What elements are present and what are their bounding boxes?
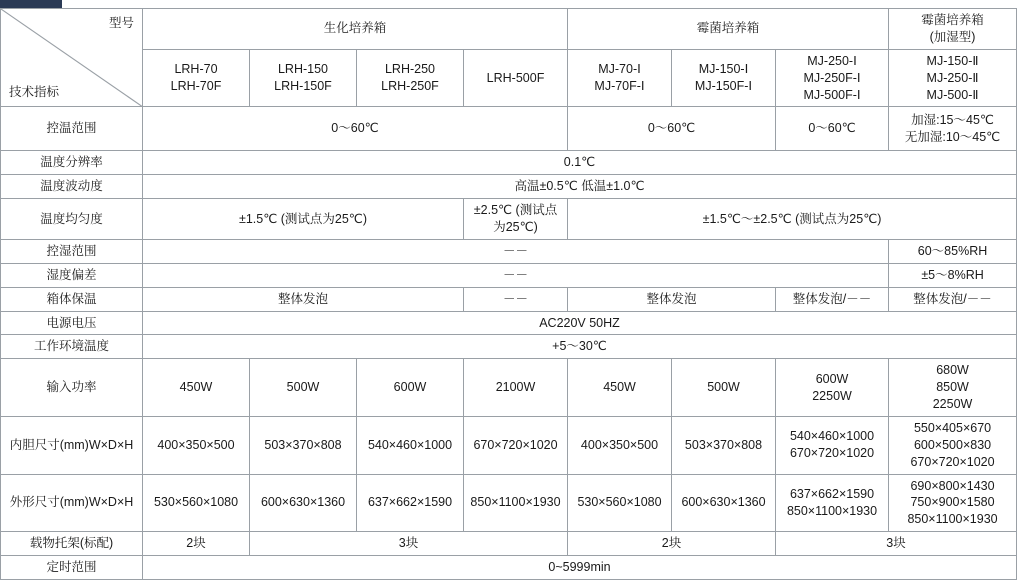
model-cell xyxy=(143,49,250,107)
row-cell-line: 无加湿:10～45℃ xyxy=(904,129,1001,144)
row-cell xyxy=(776,359,889,417)
model-cell xyxy=(464,49,568,107)
row-cell-line: 850W xyxy=(936,380,969,395)
row-label: 电源电压 xyxy=(1,311,143,335)
row-cell: 500W xyxy=(250,359,357,417)
table-row xyxy=(1,287,1017,311)
row-cell-line: 690×800×1430 xyxy=(910,478,995,493)
row-cell: ±1.5℃～±2.5℃ (测试点为25℃) xyxy=(568,199,1017,240)
row-label: 控温范围 xyxy=(1,107,143,151)
row-cell: 整体发泡 xyxy=(143,287,464,311)
row-cell xyxy=(889,359,1017,417)
model-line: MJ-250F-Ⅰ xyxy=(803,70,861,85)
model-line: MJ-70-Ⅰ xyxy=(598,62,641,77)
model-line: LRH-70F xyxy=(170,79,222,94)
model-cell xyxy=(250,49,357,107)
row-cell: 600×630×1360 xyxy=(250,474,357,532)
group-header-mold-humid xyxy=(889,9,1017,50)
row-cell-line: 850×1100×1930 xyxy=(786,503,878,518)
model-line: MJ-150F-Ⅰ xyxy=(694,79,753,94)
row-cell: 2块 xyxy=(143,532,250,556)
row-cell: 503×370×808 xyxy=(250,416,357,474)
row-cell xyxy=(889,416,1017,474)
row-cell-line: 750×900×1580 xyxy=(910,495,995,510)
model-line: LRH-70 xyxy=(174,62,218,77)
row-cell-line: 540×460×1000 xyxy=(789,429,875,444)
model-cell xyxy=(568,49,672,107)
row-cell: 2100W xyxy=(464,359,568,417)
model-cell xyxy=(776,49,889,107)
row-cell: ±1.5℃ (测试点为25℃) xyxy=(143,199,464,240)
row-label: 外形尺寸(mm)W×D×H xyxy=(1,474,143,532)
table-row xyxy=(1,239,1017,263)
row-cell-line: 600W xyxy=(815,371,849,386)
model-line: LRH-150 xyxy=(277,62,329,77)
model-cell xyxy=(357,49,464,107)
row-cell: －－ xyxy=(143,239,889,263)
row-cell: 0.1℃ xyxy=(143,151,1017,175)
row-label: 定时范围 xyxy=(1,556,143,580)
row-cell: 0～60℃ xyxy=(568,107,776,151)
row-label: 内胆尺寸(mm)W×D×H xyxy=(1,416,143,474)
model-line: MJ-70F-Ⅰ xyxy=(594,79,645,94)
row-label: 输入功率 xyxy=(1,359,143,417)
row-cell-line: 670×720×1020 xyxy=(789,446,875,461)
row-cell: 0～60℃ xyxy=(776,107,889,151)
header-spec-label: 技术指标 xyxy=(9,84,60,99)
row-cell: 2块 xyxy=(568,532,776,556)
table-row xyxy=(1,263,1017,287)
table-row xyxy=(1,474,1017,532)
row-label: 温度波动度 xyxy=(1,175,143,199)
table-row xyxy=(1,335,1017,359)
row-cell-line: 670×720×1020 xyxy=(910,454,995,469)
model-line: MJ-500F-Ⅰ xyxy=(803,87,861,102)
row-cell: 整体发泡/－－ xyxy=(889,287,1017,311)
row-label: 工作环境温度 xyxy=(1,335,143,359)
table-row xyxy=(1,107,1017,151)
model-line: LRH-150F xyxy=(274,79,332,94)
row-cell: 400×350×500 xyxy=(568,416,672,474)
row-cell: 530×560×1080 xyxy=(568,474,672,532)
row-cell: 540×460×1000 xyxy=(357,416,464,474)
row-cell xyxy=(776,416,889,474)
row-cell: 0～60℃ xyxy=(143,107,568,151)
row-cell-line: 600×500×830 xyxy=(913,437,992,452)
model-line: LRH-250F xyxy=(381,79,439,94)
model-line: MJ-250-Ⅱ xyxy=(926,70,979,85)
row-cell: 0~5999min xyxy=(143,556,1017,580)
model-cell xyxy=(672,49,776,107)
row-cell-line: 550×405×670 xyxy=(913,420,992,435)
row-label: 载物托架(标配) xyxy=(1,532,143,556)
row-cell: －－ xyxy=(143,263,889,287)
row-cell: 400×350×500 xyxy=(143,416,250,474)
row-label: 温度分辨率 xyxy=(1,151,143,175)
table-row xyxy=(1,311,1017,335)
table-row xyxy=(1,359,1017,417)
row-cell-line: 为25℃) xyxy=(493,220,538,234)
row-cell: 3块 xyxy=(250,532,568,556)
row-cell: 整体发泡/－－ xyxy=(776,287,889,311)
row-label: 湿度偏差 xyxy=(1,263,143,287)
row-cell-line: 680W xyxy=(936,363,969,378)
table-row xyxy=(1,532,1017,556)
row-cell xyxy=(889,107,1017,151)
header-model-label: 型号 xyxy=(108,16,134,30)
row-cell: +5～30℃ xyxy=(143,335,1017,359)
model-line: MJ-150-Ⅱ xyxy=(926,53,979,68)
row-cell: 450W xyxy=(568,359,672,417)
model-cell xyxy=(889,49,1017,107)
group-header-biochemical: 生化培养箱 xyxy=(143,9,568,50)
row-cell-line: 2250W xyxy=(932,397,973,411)
row-cell-line: ±2.5℃ (测试点 xyxy=(473,203,558,218)
row-cell: 850×1100×1930 xyxy=(464,474,568,532)
row-cell xyxy=(464,199,568,240)
corner-accent-bar xyxy=(0,0,62,8)
row-cell-line: 637×662×1590 xyxy=(789,486,875,501)
row-cell: 503×370×808 xyxy=(672,416,776,474)
specifications-table xyxy=(0,8,1017,580)
group-header-mold-humid-line1: 霉菌培养箱 xyxy=(921,13,984,27)
group-header-mold: 霉菌培养箱 xyxy=(568,9,889,50)
row-cell: 530×560×1080 xyxy=(143,474,250,532)
table-row xyxy=(1,416,1017,474)
row-cell: 450W xyxy=(143,359,250,417)
table-row xyxy=(1,175,1017,199)
group-header-mold-humid-line2: (加湿型) xyxy=(929,29,976,44)
row-label: 温度均匀度 xyxy=(1,199,143,240)
model-line: MJ-500-Ⅱ xyxy=(926,87,979,102)
row-cell: 637×662×1590 xyxy=(357,474,464,532)
table-row xyxy=(1,151,1017,175)
row-cell: AC220V 50HZ xyxy=(143,311,1017,335)
row-cell: 600×630×1360 xyxy=(672,474,776,532)
row-cell: 600W xyxy=(357,359,464,417)
row-cell xyxy=(889,474,1017,532)
table-row xyxy=(1,199,1017,240)
row-cell: 60～85%RH xyxy=(889,239,1017,263)
diagonal-header-cell xyxy=(1,9,143,107)
table-header-group-row xyxy=(1,9,1017,50)
row-cell: 整体发泡 xyxy=(568,287,776,311)
model-line: MJ-150-Ⅰ xyxy=(698,62,749,77)
row-label: 控湿范围 xyxy=(1,239,143,263)
model-line: LRH-250 xyxy=(384,62,436,77)
row-cell-line: 2250W xyxy=(812,388,852,403)
row-cell: 高温±0.5℃ 低温±1.0℃ xyxy=(143,175,1017,199)
row-cell: ±5～8%RH xyxy=(889,263,1017,287)
row-cell: 3块 xyxy=(776,532,1017,556)
row-cell: －－ xyxy=(464,287,568,311)
row-cell-line: 850×1100×1930 xyxy=(907,512,998,527)
table-row xyxy=(1,556,1017,580)
model-line: MJ-250-Ⅰ xyxy=(807,53,857,68)
row-label: 箱体保温 xyxy=(1,287,143,311)
table-header-model-row xyxy=(1,49,1017,107)
row-cell xyxy=(776,474,889,532)
model-line: LRH-500F xyxy=(486,70,545,85)
row-cell: 670×720×1020 xyxy=(464,416,568,474)
row-cell: 500W xyxy=(672,359,776,417)
row-cell-line: 加湿:15～45℃ xyxy=(911,113,994,127)
